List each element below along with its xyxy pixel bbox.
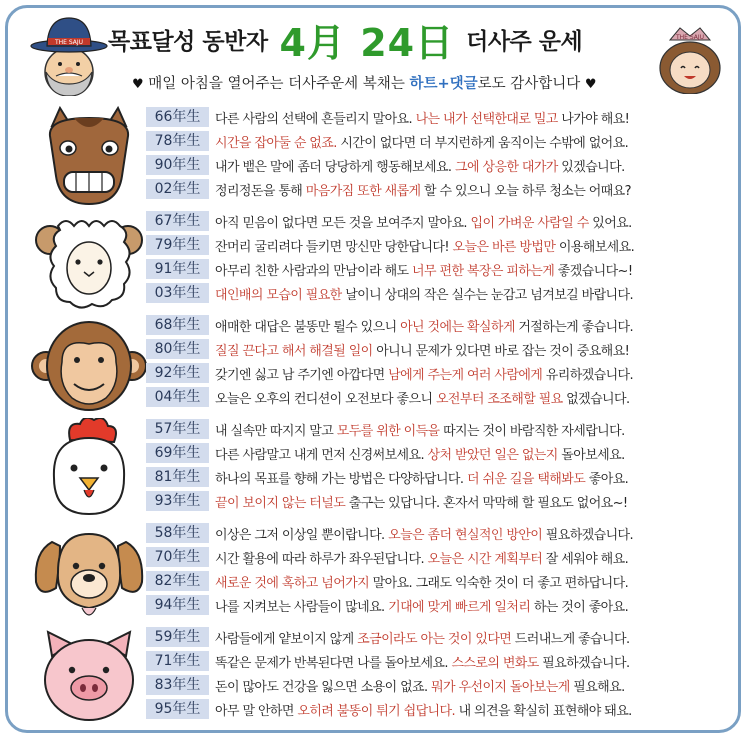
horse-icon — [30, 106, 148, 206]
fortune-text: 오늘은 오후의 컨디션이 오전보다 좋으니 오전부터 조조해할 필요 없겠습니다. — [215, 391, 630, 407]
saju-woman-avatar — [650, 22, 730, 94]
fortune-group-sheep — [20, 210, 732, 310]
rooster-icon — [30, 418, 148, 518]
year-tag: 79年生 — [146, 235, 209, 255]
subtitle — [132, 72, 597, 93]
title-row — [108, 14, 582, 64]
fortune-row — [146, 650, 630, 672]
fortune-group-rooster — [20, 418, 732, 518]
fortune-group-pig — [20, 626, 732, 726]
fortune-text: 똑같은 문제가 반복된다면 나를 돌아보세요. 스스로의 변화도 필요하겠습니다. — [215, 655, 630, 671]
sheep-icon — [30, 210, 148, 310]
fortune-row — [146, 674, 625, 696]
year-tag: 04年生 — [146, 387, 209, 407]
year-tag: 81年生 — [146, 467, 209, 487]
fortune-row — [146, 626, 629, 648]
dog-icon — [30, 522, 148, 622]
fortune-row — [146, 522, 633, 544]
fortune-row — [146, 130, 628, 152]
fortune-row — [146, 362, 633, 384]
year-tag: 78年生 — [146, 131, 209, 151]
pig-icon — [30, 626, 148, 726]
fortune-text: 시간 활용에 따라 하루가 좌우된답니다. 오늘은 시간 계획부터 잘 세워야 해요. — [215, 551, 629, 567]
heart-icon: ♥ — [132, 77, 144, 92]
year-tag: 03年生 — [146, 283, 209, 303]
year-tag: 94年生 — [146, 595, 209, 615]
fortune-row — [146, 490, 628, 512]
fortune-group-horse — [20, 106, 732, 206]
fortune-text: 아무리 친한 사람과의 만남이라 해도 너무 편한 복장은 피하는게 좋겠습니다~! — [215, 263, 633, 279]
fortune-text: 나를 지켜보는 사람들이 많네요. 기대에 맞게 빠르게 일처리 하는 것이 좋아요. — [215, 599, 629, 615]
fortune-text: 대인배의 모습이 필요한 날이니 상대의 작은 실수는 눈감고 넘겨보길 바랍니다. — [215, 287, 634, 303]
fortune-text: 갖기엔 싫고 남 주기엔 아깝다면 남에게 주는게 여러 사람에게 유리하겠습니다. — [215, 367, 634, 383]
year-tag: 59年生 — [146, 627, 209, 647]
year-tag: 70年生 — [146, 547, 209, 567]
fortune-text: 끝이 보이지 않는 터널도 출구는 있답니다. 혼자서 막막해 할 필요도 없어요~! — [215, 495, 628, 511]
fortune-text: 사람들에게 얕보이지 않게 조금이라도 아는 것이 있다면 드러내느게 좋습니다. — [215, 631, 630, 647]
title-date: 4月 24日 — [279, 20, 455, 65]
fortune-row — [146, 594, 628, 616]
header — [0, 0, 750, 100]
fortune-row — [146, 418, 625, 440]
year-tag: 71年生 — [146, 651, 209, 671]
fortune-text: 하나의 목표를 향해 가는 방법은 다양하답니다. 더 쉬운 길을 택해봐도 좋아요. — [215, 471, 629, 487]
crown-logo-text: THE SAJU — [675, 34, 705, 41]
heart-icon: ♥ — [584, 77, 597, 92]
hat-logo-text: THE SAJU — [54, 39, 84, 46]
fortune-row — [146, 314, 633, 336]
year-tag: 68年生 — [146, 315, 209, 335]
fortune-text: 새로운 것에 혹하고 넘어가지 말아요. 그래도 익숙한 것이 더 좋고 편하답니다. — [215, 575, 629, 591]
fortune-row — [146, 210, 632, 232]
year-tag: 91年生 — [146, 259, 209, 279]
fortune-group-dog — [20, 522, 732, 622]
fortune-row — [146, 698, 632, 720]
fortune-text: 애매한 대답은 불똥만 튈수 있으니 아닌 것에는 확실하게 거절하는게 좋습니다. — [215, 319, 634, 335]
fortune-text: 아직 믿음이 없다면 모든 것을 보여주지 말아요. 입이 가벼운 사람일 수 있어요. — [215, 215, 632, 231]
fortune-row — [146, 106, 629, 128]
year-tag: 69年生 — [146, 443, 209, 463]
fortune-row — [146, 258, 632, 280]
fortune-text: 질질 끈다고 해서 해결될 일이 아니니 문제가 있다면 바로 잡는 것이 중요해요! — [215, 343, 630, 359]
fortune-text: 이상은 그저 이상일 뿐이랍니다. 오늘은 좀더 현실적인 방안이 필요하겠습니다. — [215, 527, 634, 543]
fortune-text: 돈이 많아도 건강을 잃으면 소용이 없죠. 뭐가 우선이지 돌아보는게 필요해요. — [215, 679, 625, 695]
fortune-row — [146, 338, 629, 360]
fortune-row — [146, 154, 625, 176]
year-tag: 92年生 — [146, 363, 209, 383]
fortune-text: 아무 말 안하면 오히려 불똥이 튀기 쉽답니다. 내 의견을 확실히 표현해야 돼요. — [215, 703, 632, 719]
year-tag: 83年生 — [146, 675, 209, 695]
monkey-icon — [30, 314, 148, 414]
fortune-text: 잔머리 굴리려다 들키면 망신만 당한답니다! 오늘은 바른 방법만 이용해보세요. — [215, 239, 635, 255]
fortune-row — [146, 570, 628, 592]
year-tag: 93年生 — [146, 491, 209, 511]
year-tag: 82年生 — [146, 571, 209, 591]
fortune-text: 다른 사람의 선택에 흔들리지 말아요. 나는 내가 선택한대로 밀고 나가야 해요! — [215, 111, 630, 127]
year-tag: 67年生 — [146, 211, 209, 231]
fortune-row — [146, 546, 628, 568]
fortune-row — [146, 234, 634, 256]
fortune-row — [146, 282, 633, 304]
fortune-row — [146, 442, 625, 464]
subtitle-text-b: 로도 감사합니다 — [477, 76, 581, 92]
year-tag: 57年生 — [146, 419, 209, 439]
subtitle-text-a: 매일 아침을 열어주는 더사주운세 복채는 — [148, 76, 405, 92]
fortune-text: 내가 뱉은 말에 좀더 당당하게 행동해보세요. 그에 상응한 대가가 있겠습니다. — [215, 159, 625, 175]
year-tag: 58年生 — [146, 523, 209, 543]
year-tag: 90年生 — [146, 155, 209, 175]
fortune-row — [146, 178, 631, 200]
year-tag: 66年生 — [146, 107, 209, 127]
fortune-text: 다른 사람말고 내게 먼저 신경써보세요. 상처 받았던 일은 없는지 돌아보세요. — [215, 447, 625, 463]
fortune-row — [146, 386, 630, 408]
year-tag: 95年生 — [146, 699, 209, 719]
fortune-text: 내 실속만 따지지 말고 모두를 위한 이득을 따지는 것이 바람직한 자세랍니다. — [215, 423, 625, 439]
title-prefix: 목표달성 동반자 — [108, 28, 268, 55]
year-tag: 02年生 — [146, 179, 209, 199]
fortune-row — [146, 466, 628, 488]
fortune-group-monkey — [20, 314, 732, 414]
title-suffix: 더사주 운세 — [466, 28, 583, 55]
saju-man-avatar — [30, 12, 108, 96]
fortune-text: 시간을 잡아둘 순 없죠. 시간이 없다면 더 부지런하게 움직이는 수밖에 없어요. — [215, 135, 629, 151]
year-tag: 80年生 — [146, 339, 209, 359]
fortune-text: 정리정돈을 통해 마음가짐 또한 새롭게 할 수 있으니 오늘 하루 청소는 어때요? — [215, 183, 631, 199]
subtitle-highlight: 하트+댓글 — [409, 76, 478, 92]
